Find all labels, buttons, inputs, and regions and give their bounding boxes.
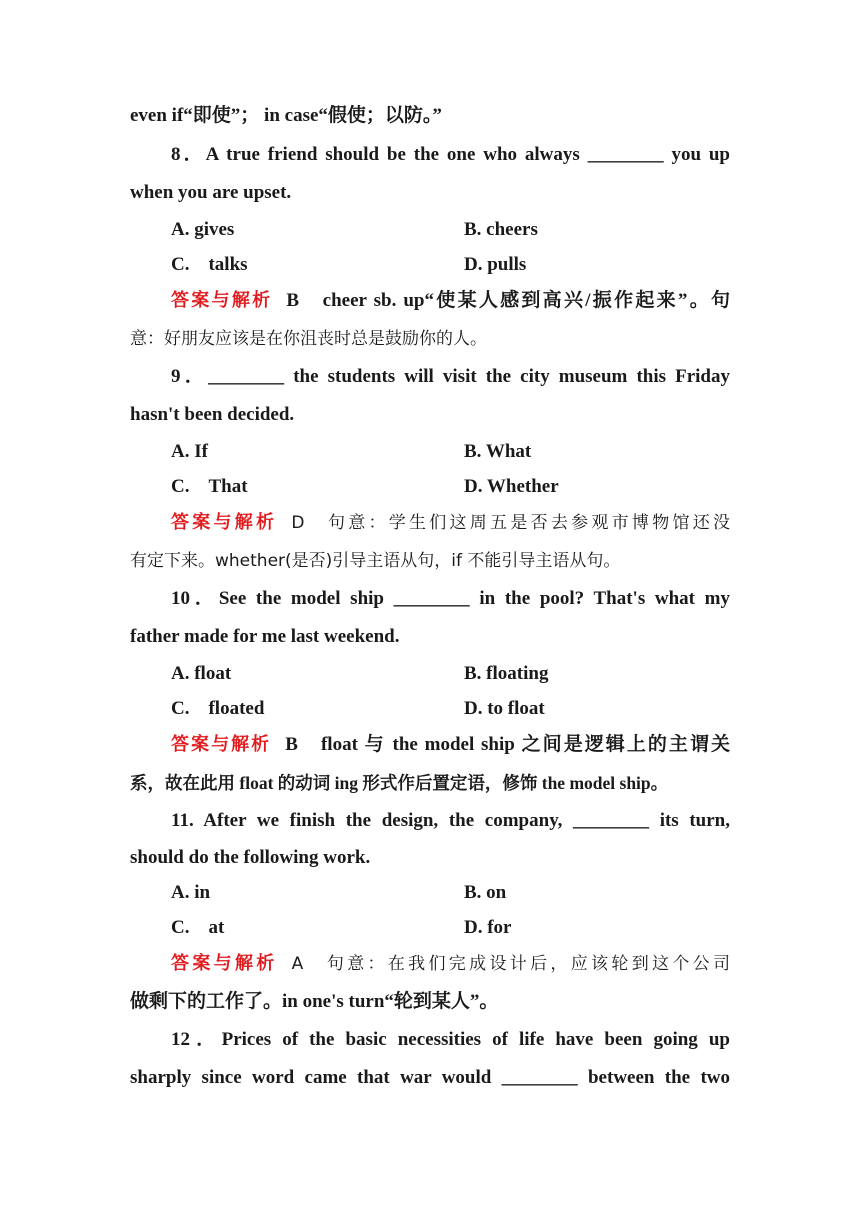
question-10 — [130, 580, 730, 802]
q11-stem-line-1: 11. After we finish the design, the company, ________ its turn, — [171, 810, 730, 831]
q10-options-row-2 — [130, 691, 730, 726]
q10-answer-line-1 — [130, 726, 730, 764]
q10-option-c: C. floated — [171, 698, 265, 719]
question-11 — [130, 802, 730, 1021]
q8-options-row-2 — [130, 247, 730, 282]
q8-options-row-1 — [130, 212, 730, 247]
q9-option-b: B. What — [464, 441, 532, 462]
q11-option-d: D. for — [464, 917, 512, 938]
q12-stem-line-2: sharply since word came that war would ________ between the two — [130, 1067, 730, 1088]
q9-options-row-1 — [130, 434, 730, 469]
q10-options-row-1 — [130, 656, 730, 691]
q11-answer-line-2: 做剩下的工作了。in one's turn“轮到某人”。 — [130, 991, 499, 1012]
q9-options-row-2 — [130, 469, 730, 504]
q8-answer-line-2: 意：好朋友应该是在你沮丧时总是鼓励你的人。 — [130, 329, 487, 349]
q9-answer-text-1: D 句意：学生们这周五是否去参观市博物馆还没 — [291, 513, 730, 533]
q9-answer-label: 答案与解析 — [171, 512, 278, 533]
q9-option-d: D. Whether — [464, 476, 559, 497]
q10-stem-line-2: father made for me last weekend. — [130, 626, 400, 647]
q11-options-row-2 — [130, 910, 730, 945]
q8-option-b: B. cheers — [464, 219, 538, 240]
q11-option-c: C. at — [171, 917, 225, 938]
q9-option-a: A. If — [171, 441, 208, 462]
q9-answer-line-2: 有定下来。whether(是否)引导主语从句，if 不能引导主语从句。 — [130, 551, 621, 571]
q8-answer-label: 答案与解析 — [171, 290, 273, 311]
q8-stem-line-1: 8．A true friend should be the one who always ________ you up — [171, 144, 730, 165]
q12-stem-line-1: 12．Prices of the basic necessities of life have been going up — [171, 1029, 730, 1050]
q9-option-c: C. That — [171, 476, 248, 497]
q11-option-a: A. in — [171, 882, 211, 903]
q8-option-d: D. pulls — [464, 254, 527, 275]
q8-option-a: A. gives — [171, 219, 235, 240]
q11-answer-line-1 — [130, 945, 730, 983]
q9-stem-line-1: 9．________ the students will visit the city museum this Friday — [171, 366, 730, 387]
q10-answer-label: 答案与解析 — [171, 734, 272, 755]
q7-explanation-tail: even if“即使”； in case“假使；以防。” — [130, 105, 442, 126]
q10-option-b: B. floating — [464, 663, 549, 684]
q9-answer-line-1 — [130, 504, 730, 542]
q8-answer-line-1 — [130, 282, 730, 320]
q11-stem-line-2: should do the following work. — [130, 847, 371, 868]
q10-answer-line-2: 系，故在此用 float 的动词 ing 形式作后置定语，修饰 the model ship。 — [130, 773, 669, 793]
q9-stem-line-2: hasn't been decided. — [130, 404, 295, 425]
question-8 — [130, 136, 730, 358]
q11-option-b: B. on — [464, 882, 507, 903]
question-9 — [130, 358, 730, 580]
q11-answer-label: 答案与解析 — [171, 953, 278, 974]
question-12 — [130, 1021, 730, 1097]
q10-option-a: A. float — [171, 663, 232, 684]
q8-stem-line-2: when you are upset. — [130, 182, 292, 203]
q11-answer-text-1: A 句意：在我们完成设计后，应该轮到这个公司 — [291, 954, 730, 974]
document-page — [130, 96, 730, 1097]
q10-answer-text-1: B float 与 the model ship 之间是逻辑上的主谓关 — [285, 734, 730, 755]
q10-option-d: D. to float — [464, 698, 545, 719]
q10-stem-line-1: 10．See the model ship ________ in the pool? That's what my — [171, 588, 730, 609]
q8-answer-text-1: B cheer sb. up“使某人感到高兴/振作起来”。句 — [286, 290, 730, 311]
q8-option-c: C. talks — [171, 254, 248, 275]
q11-options-row-1 — [130, 875, 730, 910]
